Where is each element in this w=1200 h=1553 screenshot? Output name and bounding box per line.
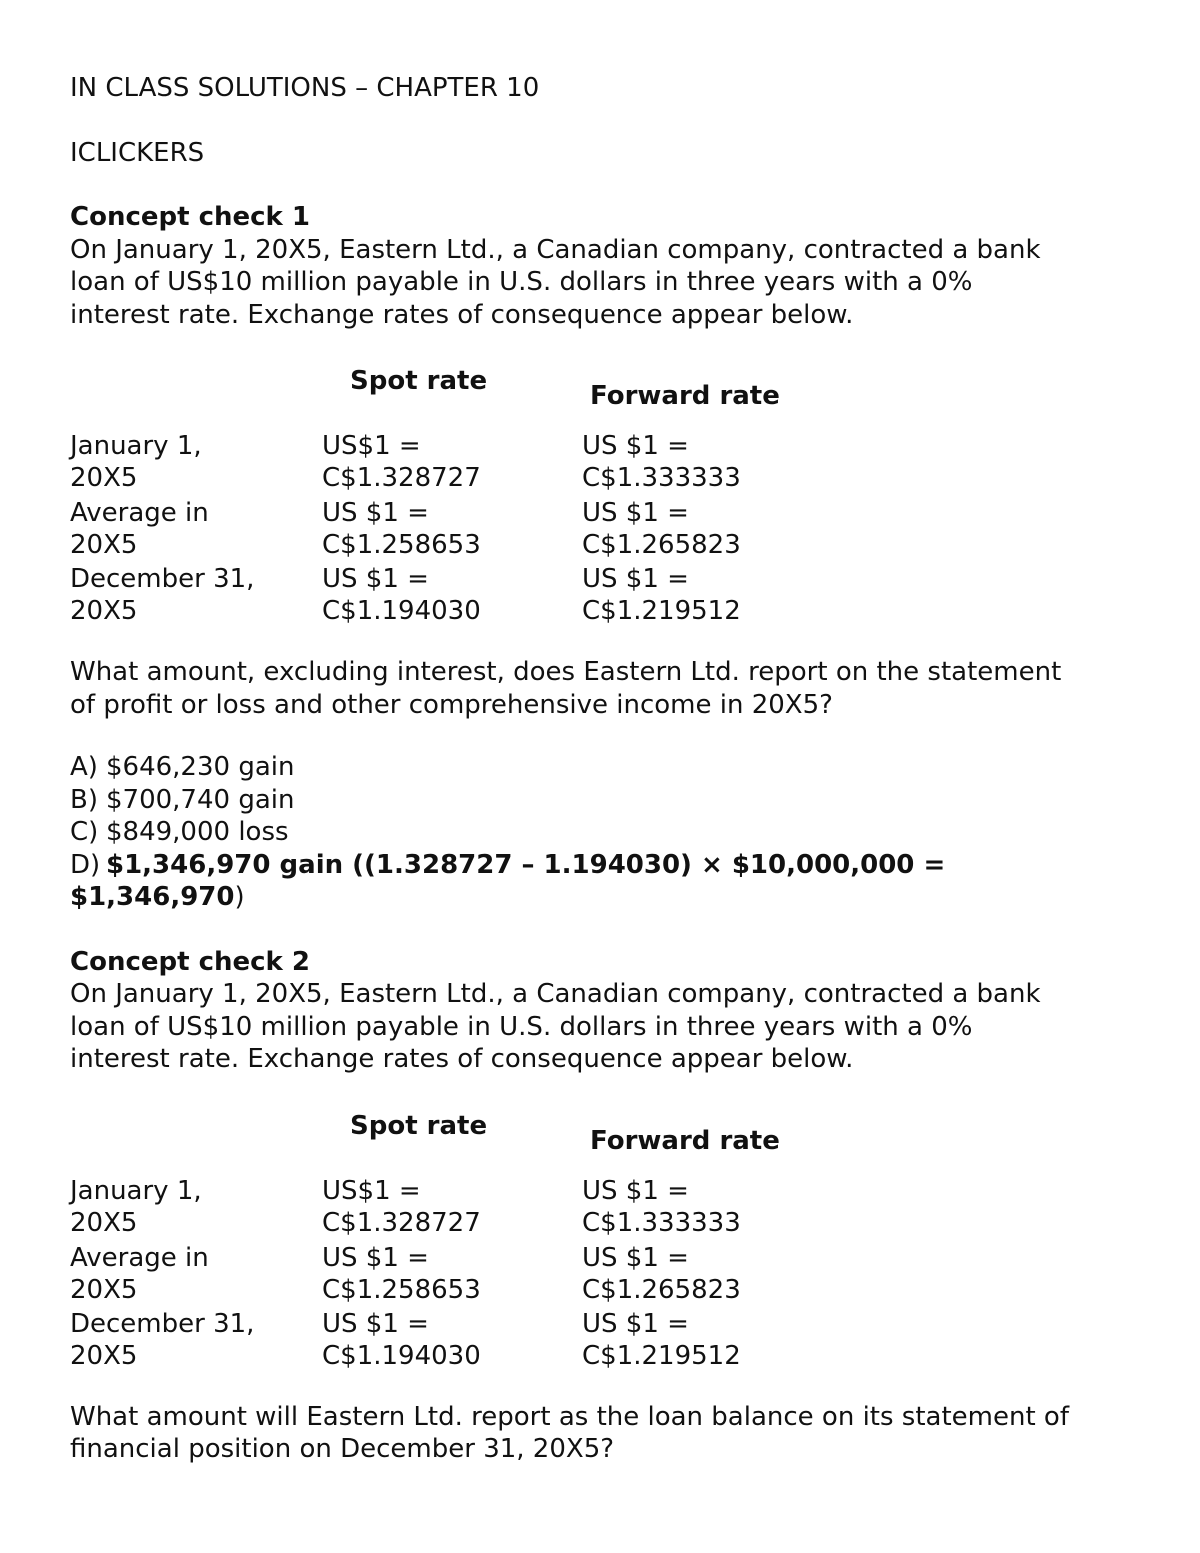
- forward-rate-header: Forward rate: [590, 381, 780, 411]
- option-text: $700,740 gain: [106, 784, 295, 815]
- spot-rate-cell: C$1.328727: [322, 463, 481, 493]
- answer-option-d-continued: [70, 881, 1140, 914]
- forward-rate-cell: C$1.333333: [582, 463, 741, 493]
- row-label: 20X5: [70, 1340, 138, 1371]
- question-line: What amount will Eastern Ltd. report as the loan balance on its statement of: [70, 1401, 1069, 1432]
- intro-line: On January 1, 20X5, Eastern Ltd., a Canadian company, contracted a bank: [70, 234, 1041, 265]
- spot-rate-header: Spot rate: [350, 366, 488, 396]
- forward-rate-cell: C$1.265823: [582, 1274, 741, 1305]
- option-text: $849,000 loss: [106, 817, 289, 847]
- document-page: [70, 70, 1140, 1466]
- forward-rate-header: Forward rate: [590, 1125, 780, 1156]
- question-line: of profit or loss and other comprehensive income in 20X5?: [70, 689, 833, 720]
- option-letter: A): [70, 752, 98, 782]
- spot-rate-cell: C$1.194030: [322, 1340, 481, 1371]
- spot-rate-cell: C$1.328727: [322, 1207, 481, 1238]
- exchange-rate-table: [70, 1110, 1140, 1378]
- option-text: $646,230 gain: [106, 752, 295, 782]
- row-label: 20X5: [70, 596, 138, 626]
- document-title: IN CLASS SOLUTIONS – CHAPTER 10: [70, 73, 540, 103]
- option-text-correct: $1,346,970: [70, 882, 235, 912]
- intro-line: interest rate. Exchange rates of consequence appear below.: [70, 299, 854, 330]
- intro-line: On January 1, 20X5, Eastern Ltd., a Canadian company, contracted a bank: [70, 979, 1041, 1009]
- spot-rate-cell: US $1 =: [322, 1242, 429, 1273]
- answer-option-d: [70, 849, 1140, 882]
- forward-rate-cell: US $1 =: [582, 1308, 689, 1339]
- row-label: 20X5: [70, 1274, 138, 1305]
- intro-line: loan of US$10 million payable in U.S. dollars in three years with a 0%: [70, 1011, 973, 1042]
- concept-check-1: [70, 201, 1140, 914]
- forward-rate-cell: US $1 =: [582, 431, 689, 461]
- row-label: 20X5: [70, 530, 138, 560]
- forward-rate-cell: US $1 =: [582, 498, 689, 528]
- spot-rate-cell: US $1 =: [322, 564, 429, 594]
- forward-rate-cell: C$1.265823: [582, 530, 741, 560]
- row-label: December 31,: [70, 564, 255, 594]
- row-label: Average in: [70, 1242, 209, 1273]
- row-label: 20X5: [70, 463, 138, 493]
- option-letter: D): [70, 849, 101, 880]
- row-label: January 1,: [70, 1175, 202, 1206]
- option-text-correct: $1,346,970 gain ((1.328727 – 1.194030) × $10,000,000 =: [106, 849, 946, 880]
- exchange-rate-table: [70, 365, 1140, 633]
- question-line: What amount, excluding interest, does Eastern Ltd. report on the statement: [70, 657, 1062, 687]
- answer-option-c: [70, 816, 1140, 849]
- row-label: 20X5: [70, 1207, 138, 1238]
- spot-rate-cell: US$1 =: [322, 1175, 421, 1206]
- spot-rate-cell: C$1.258653: [322, 530, 481, 560]
- concept-check-heading: Concept check 1: [70, 202, 310, 232]
- intro-line: interest rate. Exchange rates of consequence appear below.: [70, 1044, 854, 1074]
- spot-rate-cell: US $1 =: [322, 1308, 429, 1339]
- option-letter: C): [70, 817, 99, 847]
- row-label: December 31,: [70, 1308, 255, 1339]
- concept-check-2: [70, 946, 1140, 1466]
- forward-rate-cell: US $1 =: [582, 1175, 689, 1206]
- row-label: Average in: [70, 498, 209, 528]
- section-heading: ICLICKERS: [70, 137, 205, 168]
- row-label: January 1,: [70, 431, 202, 461]
- forward-rate-cell: US $1 =: [582, 1242, 689, 1273]
- answer-option-a: [70, 751, 1140, 784]
- question-line: financial position on December 31, 20X5?: [70, 1434, 615, 1464]
- forward-rate-cell: C$1.333333: [582, 1207, 741, 1238]
- option-letter: B): [70, 784, 98, 815]
- option-text-close: ): [234, 882, 245, 912]
- spot-rate-header: Spot rate: [350, 1110, 488, 1141]
- forward-rate-cell: C$1.219512: [582, 1340, 741, 1371]
- forward-rate-cell: US $1 =: [582, 564, 689, 594]
- concept-check-heading: Concept check 2: [70, 946, 310, 977]
- answer-options: [70, 751, 1140, 914]
- answer-option-b: [70, 784, 1140, 817]
- spot-rate-cell: US $1 =: [322, 498, 429, 528]
- spot-rate-cell: C$1.194030: [322, 596, 481, 626]
- spot-rate-cell: US$1 =: [322, 431, 421, 461]
- intro-line: loan of US$10 million payable in U.S. dollars in three years with a 0%: [70, 267, 973, 297]
- spot-rate-cell: C$1.258653: [322, 1274, 481, 1305]
- forward-rate-cell: C$1.219512: [582, 596, 741, 626]
